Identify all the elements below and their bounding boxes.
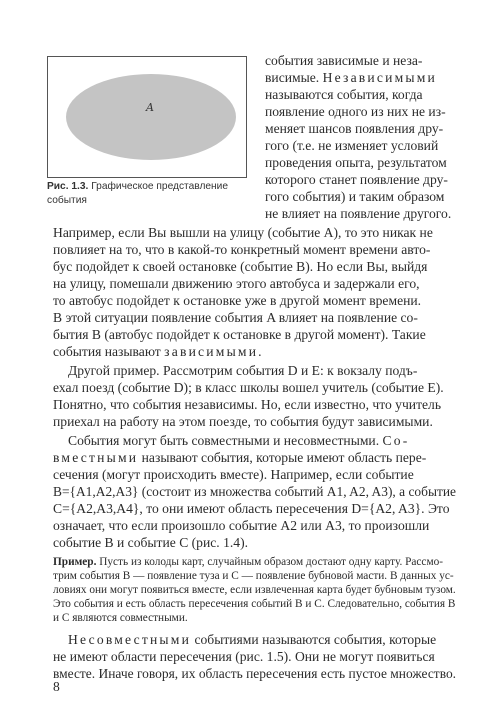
- text-line: бус подойдет к своей остановке (событие B). Но если Вы, выйдя: [53, 259, 428, 274]
- text-line: меняет шансов появления дру-: [265, 121, 444, 136]
- example-line: и C являются совместными.: [53, 612, 188, 624]
- text-fragment: события называют: [53, 344, 161, 359]
- figure-caption: [47, 180, 257, 207]
- text-line: вместе. Иначе говоря, их область пересечения есть пустое множество.: [53, 666, 457, 681]
- text-line: ехал поезд (событие D); в класс школы вошел учитель (событие E).: [53, 380, 444, 395]
- text-line: Другой пример. Рассмотрим события D и E: к вокзалу подъ-: [68, 363, 418, 378]
- text-fragment: Пусть из колоды карт, случайным образом достают одну карту. Рассмо-: [99, 556, 444, 568]
- text-line: Понятно, что события независимы. Но, если известно, что учитель: [53, 397, 442, 412]
- text-line: приехал на работу на этом поезде, то события будут зависимыми.: [53, 414, 433, 429]
- text-line: В этой ситуации появление события A влияет на появление со-: [53, 310, 418, 325]
- text-line: событие B и событие C (рис. 1.4).: [53, 535, 249, 550]
- text-line: [68, 432, 410, 449]
- example-label: Пример.: [53, 556, 97, 568]
- text-line: B={A1,A2,A3} (состоит из множества событий A1, A2, A3), а событие: [53, 484, 457, 499]
- example-line: ловиях они могут появиться вместе, если извлеченная карта будет бубновым тузом.: [53, 584, 456, 596]
- term-incompatible: Несовместными: [68, 632, 192, 647]
- term-compatible-start: Со-: [382, 433, 410, 448]
- text-fragment: называют события, которые имеют область пере-: [141, 450, 427, 465]
- text-fragment: События могут быть совместными и несовместными.: [68, 433, 380, 448]
- text-line: повлияет на то, что в какой-то конкретный момент времени авто-: [53, 242, 431, 257]
- text-fragment: событиями называются события, которые: [194, 632, 437, 647]
- text-line: гого (т.е. не изменяет условий: [265, 138, 439, 153]
- text-fragment: висимые.: [265, 70, 320, 85]
- event-ellipse: [66, 74, 236, 160]
- term-dependent: зависимыми.: [164, 344, 264, 359]
- example-line: [53, 555, 443, 569]
- text-line: появление одного из них не из-: [265, 104, 446, 119]
- text-line: которого станет появление дру-: [265, 172, 448, 187]
- text-line: означает, что если произошло событие A2 или A3, то произошли: [53, 518, 430, 533]
- text-line: [265, 69, 437, 86]
- text-line: не имеют области пересечения (рис. 1.5). Они не могут появиться: [53, 649, 435, 664]
- caption-label: Рис. 1.3.: [47, 181, 89, 192]
- text-line: то автобус подойдет к остановке уже в другой момент времени.: [53, 293, 422, 308]
- text-line: события зависимые и неза-: [265, 53, 423, 68]
- text-line: называются события, когда: [265, 87, 423, 102]
- text-line: C={A2,A3,A4}, то они имеют область пересечения D={A2, A3}. Это: [53, 501, 450, 516]
- text-line: сечения (могут происходить вместе). Например, если событие: [53, 467, 414, 482]
- text-line: [53, 449, 426, 466]
- page-number: 8: [53, 679, 60, 694]
- text-line: [68, 631, 436, 648]
- example-line: Это события и есть область пересечения событий B и C. Следовательно, события B: [53, 598, 456, 610]
- text-line: бытия B (автобус подойдет к остановке в другой момент). Такие: [53, 327, 426, 342]
- text-line: проведения опыта, результатом: [265, 155, 447, 170]
- figure-venn-diagram: [47, 56, 247, 178]
- text-line: на улицу, помешали движению этого автобуса и задержали его,: [53, 276, 420, 291]
- text-line: не влияет на появление другого.: [265, 206, 452, 221]
- term-compatible-end: вместными: [53, 450, 139, 465]
- term-independent: Независимыми: [322, 70, 438, 85]
- text-line: [53, 343, 264, 360]
- example-line: трим события B — появление туза и C — появление бубновой масти. В данных ус-: [53, 570, 454, 582]
- text-line: Например, если Вы вышли на улицу (событие A), то это никак не: [53, 225, 433, 240]
- caption-text: Графическое представление события: [47, 181, 229, 206]
- ellipse-label: A: [146, 101, 154, 114]
- text-line: гого события) и таким образом: [265, 189, 445, 204]
